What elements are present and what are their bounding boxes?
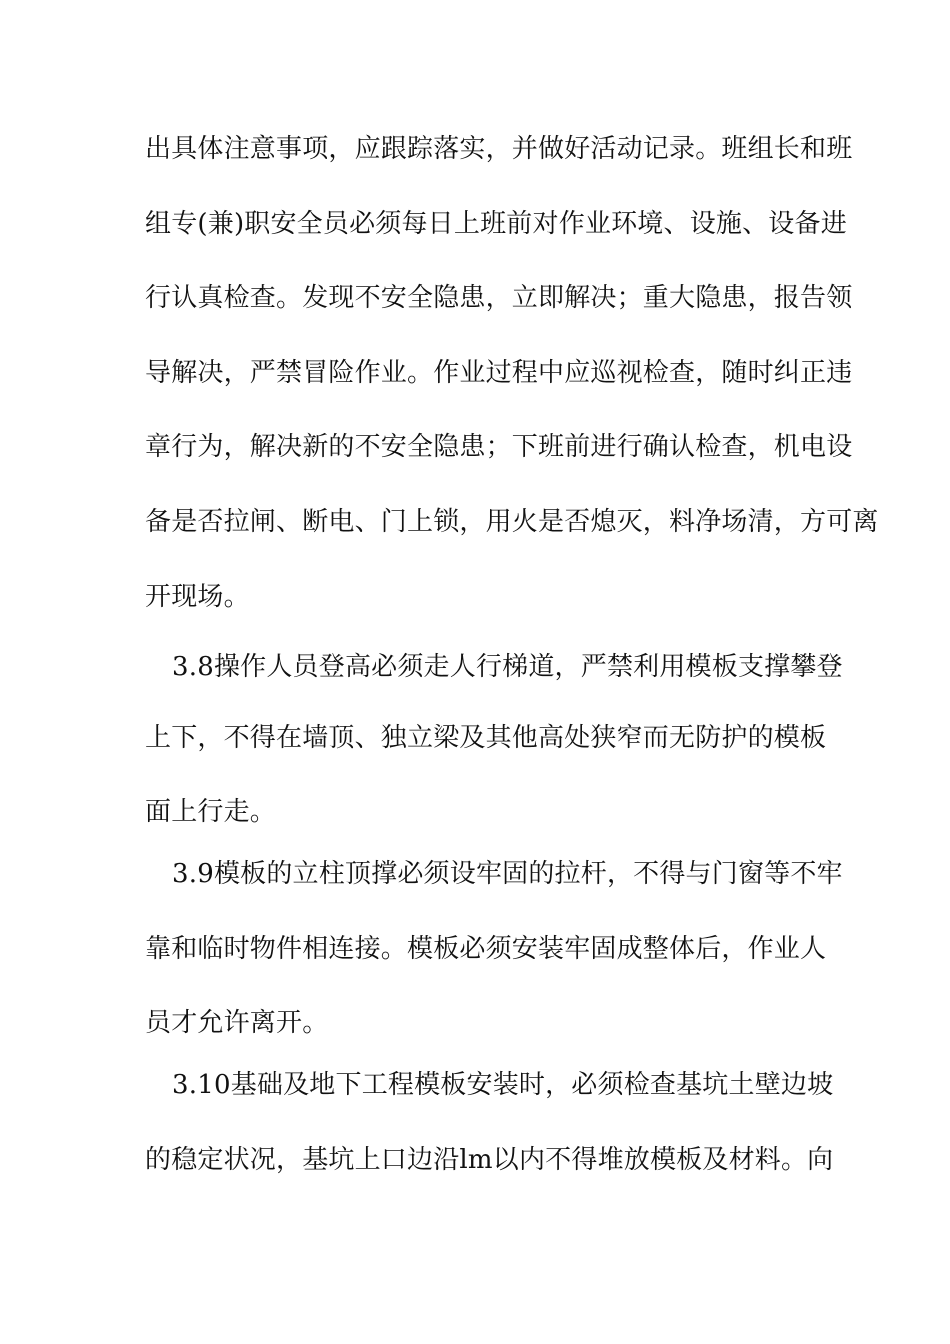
paragraph-line: 开现场。	[145, 582, 250, 612]
paragraph-line: 导解决，严禁冒险作业。作业过程中应巡视检查，随时纠正违	[145, 358, 853, 388]
paragraph-line: 上下，不得在墙顶、独立梁及其他高处狭窄而无防护的模板	[145, 723, 827, 753]
paragraph-line: 出具体注意事项，应跟踪落实，并做好活动记录。班组长和班	[145, 134, 853, 164]
paragraph-line: 靠和临时物件相连接。模板必须安装牢固成整体后，作业人	[145, 934, 827, 964]
section-3-10-line: 3.10基础及地下工程模板安装时，必须检查基坑土壁边坡	[172, 1070, 834, 1100]
section-3-9-line: 3.9模板的立柱顶撑必须设牢固的拉杆，不得与门窗等不牢	[172, 859, 843, 889]
paragraph-line: 组专(兼)职安全员必须每日上班前对作业环境、设施、设备进	[145, 209, 847, 239]
paragraph-line: 章行为，解决新的不安全隐患；下班前进行确认检查，机电设	[145, 432, 853, 462]
paragraph-line: 面上行走。	[145, 797, 277, 827]
paragraph-line: 行认真检查。发现不安全隐患，立即解决；重大隐患，报告领	[145, 283, 853, 313]
paragraph-line: 备是否拉闸、断电、门上锁，用火是否熄灭，料净场清，方可离	[145, 507, 879, 537]
section-3-8-line: 3.8操作人员登高必须走人行梯道，严禁利用模板支撑攀登	[172, 652, 843, 682]
paragraph-line: 的稳定状况，基坑上口边沿lm以内不得堆放模板及材料。向	[145, 1145, 834, 1175]
paragraph-line: 员才允许离开。	[145, 1008, 329, 1038]
